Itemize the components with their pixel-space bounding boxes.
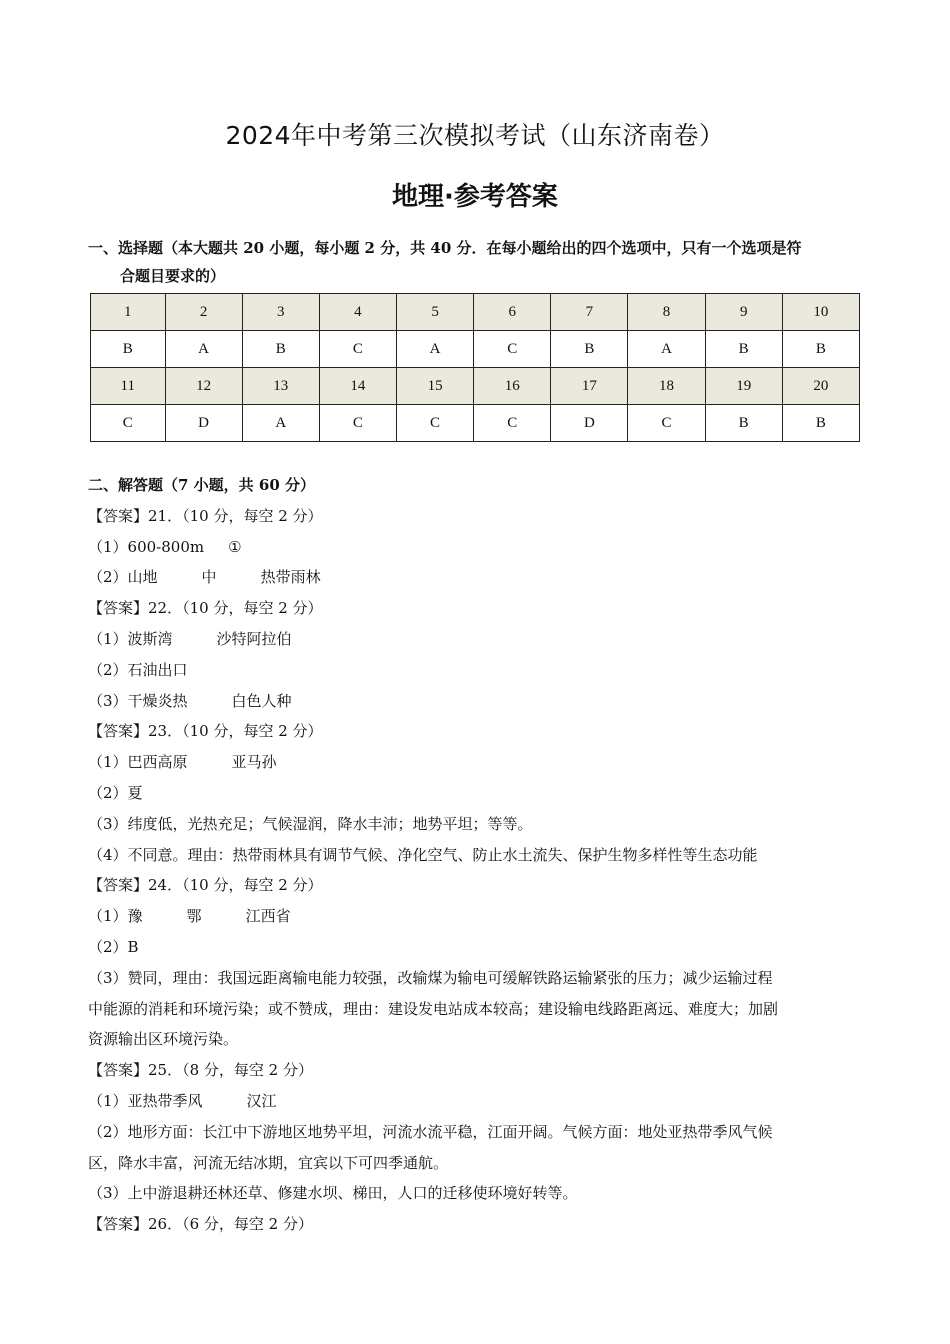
answer-cell: C [628, 405, 705, 442]
answer-cell: C [474, 331, 551, 368]
answer-21-part-1 [88, 532, 863, 563]
answer-text: 中 [201, 568, 217, 587]
question-number-cell: 4 [319, 294, 396, 331]
answer-text: 汉江 [246, 1091, 277, 1110]
answer-text: （1）亚热带季风 [88, 1091, 203, 1110]
section-1-heading-line2: 合题目要求的） [120, 267, 226, 285]
answer-cell: A [165, 331, 242, 368]
answer-text: （2）山地 [88, 568, 158, 587]
question-number-cell: 12 [165, 368, 242, 405]
answer-24-part-3-line2: 中能源的消耗和环境污染；或不赞成，理由：建设发电站成本较高；建设输电线路距离远、难度大；加剧 [88, 999, 779, 1018]
question-number-cell: 13 [242, 368, 319, 405]
question-number-cell: 20 [782, 368, 859, 405]
question-number-cell: 11 [91, 368, 166, 405]
answer-text: 热带雨林 [260, 568, 321, 587]
question-number-cell: 15 [396, 368, 473, 405]
answer-cell: A [242, 405, 319, 442]
answer-text: 江西省 [245, 907, 291, 926]
question-number-cell: 16 [474, 368, 551, 405]
answer-table-answer-row [91, 405, 860, 442]
answer-cell: D [165, 405, 242, 442]
answer-cell: C [91, 405, 166, 442]
answer-23-part-2: （2）夏 [88, 783, 143, 802]
answer-cell: B [91, 331, 166, 368]
section-2 [88, 470, 863, 1240]
section-1-heading [88, 234, 868, 290]
answer-22-part-3 [88, 686, 863, 717]
answer-table-number-row [91, 294, 860, 331]
answer-24-part-3-line1: （3）赞同，理由：我国远距离输电能力较强，改输煤为输电可缓解铁路运输紧张的压力；减少运输过程 [88, 968, 773, 987]
answer-text: 白色人种 [231, 691, 292, 710]
question-number-cell: 6 [474, 294, 551, 331]
answer-label-22: 【答案】22．（10 分，每空 2 分） [88, 599, 323, 618]
question-number-cell: 2 [165, 294, 242, 331]
answer-21-part-2 [88, 562, 863, 593]
answer-cell: D [551, 405, 628, 442]
answer-table-answer-row [91, 331, 860, 368]
answer-cell: B [551, 331, 628, 368]
answer-cell: A [628, 331, 705, 368]
question-number-cell: 18 [628, 368, 705, 405]
answer-cell: C [319, 331, 396, 368]
answer-cell: B [242, 331, 319, 368]
answer-label-23: 【答案】23．（10 分，每空 2 分） [88, 722, 323, 741]
answer-25-part-1 [88, 1086, 863, 1117]
answer-text: （1）波斯湾 [88, 629, 173, 648]
answer-cell: B [782, 331, 859, 368]
answer-23-part-4: （4）不同意。理由：热带雨林具有调节气候、净化空气、防止水土流失、保护生物多样性等生态功能 [88, 845, 758, 864]
answer-text: 沙特阿拉伯 [216, 629, 292, 648]
question-number-cell: 7 [551, 294, 628, 331]
answer-label-26: 【答案】26．（6 分，每空 2 分） [88, 1215, 313, 1234]
answer-cell: B [705, 405, 782, 442]
answer-label-25: 【答案】25．（8 分，每空 2 分） [88, 1061, 313, 1080]
answer-cell: C [319, 405, 396, 442]
answer-label-24: 【答案】24．（10 分，每空 2 分） [88, 876, 323, 895]
answer-23-part-1 [88, 747, 863, 778]
answer-text: 亚马孙 [231, 753, 277, 772]
page-subtitle: 地理·参考答案 [392, 182, 558, 212]
answer-25-part-2-line1: （2）地形方面：长江中下游地区地势平坦，河流水流平稳，江面开阔。气候方面：地处亚热带季风气候 [88, 1122, 773, 1141]
answer-cell: B [705, 331, 782, 368]
answer-22-part-2: （2）石油出口 [88, 660, 188, 679]
question-number-cell: 10 [782, 294, 859, 331]
answer-text: 鄂 [186, 907, 202, 926]
answer-24-part-2: （2）B [88, 937, 139, 956]
answer-25-part-3: （3）上中游退耕还林还草、修建水坝、梯田，人口的迁移使环境好转等。 [88, 1184, 578, 1203]
answer-text: （1）600-800m [88, 537, 205, 556]
answer-cell: A [396, 331, 473, 368]
question-number-cell: 1 [91, 294, 166, 331]
page-title: 2024年中考第三次模拟考试（山东济南卷） [225, 121, 725, 150]
question-number-cell: 17 [551, 368, 628, 405]
question-number-cell: 5 [396, 294, 473, 331]
answer-24-part-3-line3: 资源输出区环境污染。 [88, 1030, 239, 1049]
answer-table-number-row [91, 368, 860, 405]
answer-25-part-2-line2: 区，降水丰富，河流无结冰期，宜宾以下可四季通航。 [88, 1153, 449, 1172]
answer-23-part-3: （3）纬度低，光热充足；气候湿润，降水丰沛；地势平坦；等等。 [88, 814, 533, 833]
answer-cell: B [782, 405, 859, 442]
answer-cell: C [396, 405, 473, 442]
question-number-cell: 19 [705, 368, 782, 405]
answer-cell: C [474, 405, 551, 442]
answer-22-part-1 [88, 624, 863, 655]
section-1-heading-line1: 一、选择题（本大题共 20 小题，每小题 2 分，共 40 分．在每小题给出的四个选项中，只有一个选项是符 [88, 239, 802, 257]
answer-24-part-1 [88, 901, 863, 932]
question-number-cell: 14 [319, 368, 396, 405]
answer-text: ① [228, 537, 242, 556]
section-2-heading: 二、解答题（7 小题，共 60 分） [88, 476, 315, 494]
answer-table [90, 293, 860, 442]
answer-text: （1）豫 [88, 907, 143, 926]
answer-label-21: 【答案】21．（10 分，每空 2 分） [88, 506, 323, 525]
question-number-cell: 3 [242, 294, 319, 331]
answer-text: （3）干燥炎热 [88, 691, 188, 710]
answer-text: （1）巴西高原 [88, 753, 188, 772]
question-number-cell: 9 [705, 294, 782, 331]
question-number-cell: 8 [628, 294, 705, 331]
